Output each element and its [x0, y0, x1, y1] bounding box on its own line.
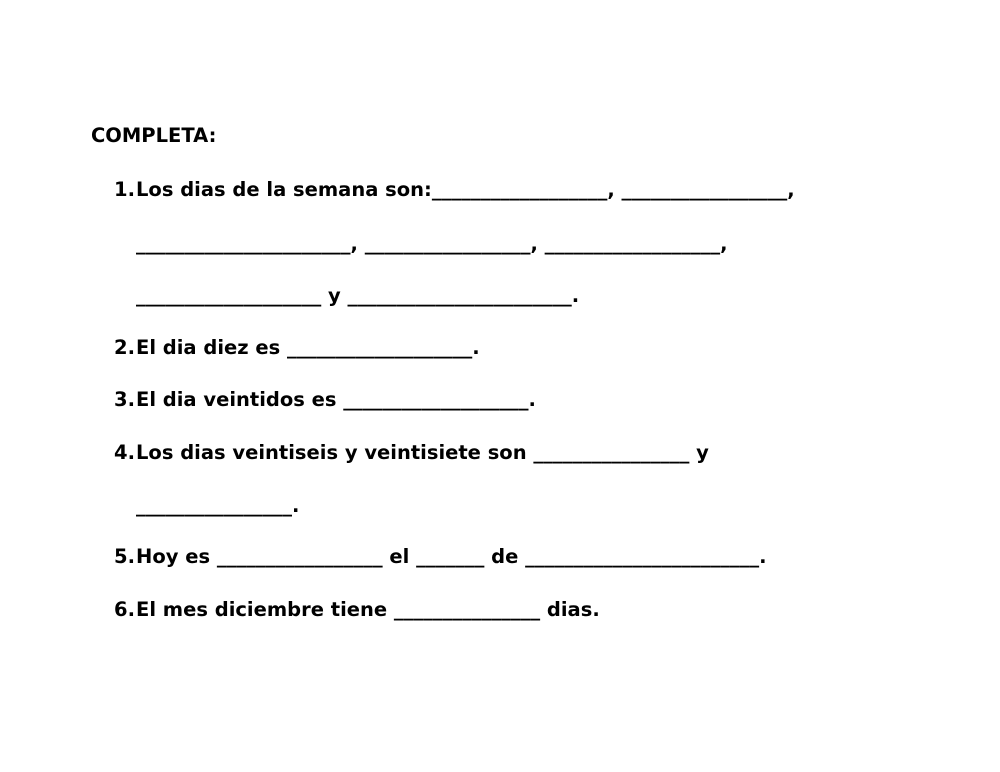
question-4-number: 4. [114, 441, 135, 464]
question-2-line-1: El dia diez es ___________________. [136, 336, 480, 359]
question-4-line-2: ________________. [136, 494, 300, 517]
question-5-line-1: Hoy es _________________ el _______ de ________________________. [136, 545, 767, 568]
question-6-line-1: El mes diciembre tiene _______________ dias. [136, 598, 600, 621]
question-6-number: 6. [114, 598, 135, 621]
question-2-number: 2. [114, 336, 135, 359]
question-3-number: 3. [114, 388, 135, 411]
question-3-line-1: El dia veintidos es ___________________. [136, 388, 536, 411]
question-4-line-1: Los dias veintiseis y veintisiete son ________________ y [136, 441, 709, 464]
question-1-line-2: ______________________, _________________, __________________, [136, 232, 728, 255]
question-5-number: 5. [114, 545, 135, 568]
worksheet-title: COMPLETA: [91, 124, 217, 147]
question-1-number: 1. [114, 178, 135, 201]
question-1-line-1: Los dias de la semana son:__________________, _________________, [136, 178, 795, 201]
question-1-line-3: ___________________ y _______________________. [136, 284, 580, 307]
